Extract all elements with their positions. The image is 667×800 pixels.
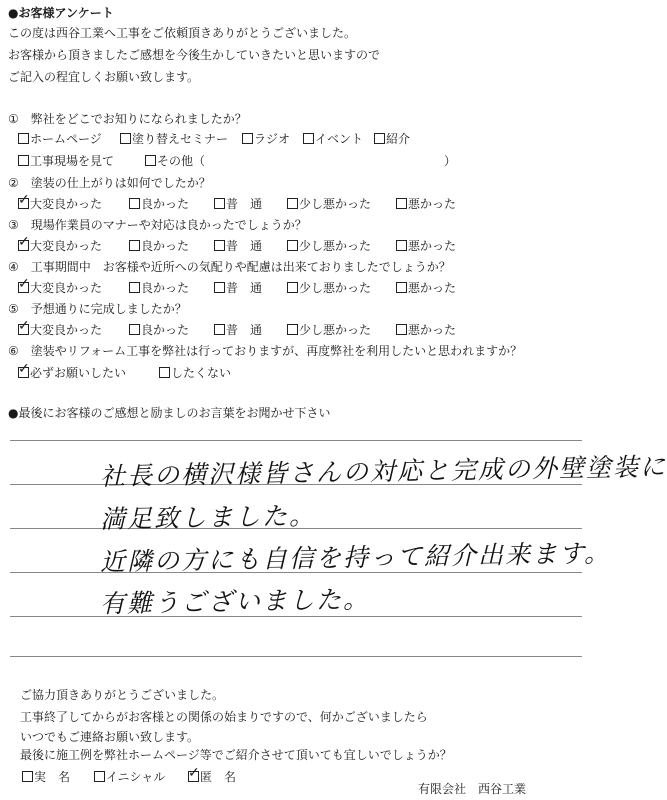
checkbox[interactable] xyxy=(129,198,140,209)
name-option-initials[interactable]: イニシャル xyxy=(94,768,165,785)
checkbox[interactable] xyxy=(94,771,105,782)
checkbox[interactable] xyxy=(145,155,156,166)
q5-option-average[interactable]: 普 通 xyxy=(214,321,262,338)
q4-option-average[interactable]: 普 通 xyxy=(214,279,262,296)
q3-option-good[interactable]: 良かった xyxy=(129,237,189,254)
q1-option-homepage[interactable]: ホームページ xyxy=(18,130,102,147)
q5-option-very-good[interactable]: ✓ 大変良かった xyxy=(18,318,103,337)
check-mark-icon: ✓ xyxy=(18,318,30,334)
q1-option-referral[interactable]: 紹介 xyxy=(374,130,410,147)
checkbox[interactable] xyxy=(214,240,225,251)
check-mark-icon: ✓ xyxy=(18,192,30,208)
q2-option-very-good[interactable]: ✓ 大変良かった xyxy=(18,192,103,211)
q3-option-average[interactable]: 普 通 xyxy=(214,237,262,254)
q6-option-no[interactable]: したくない xyxy=(159,364,231,381)
checkbox[interactable] xyxy=(303,133,314,144)
checkbox[interactable] xyxy=(214,282,225,293)
checkbox-checked[interactable] xyxy=(18,192,30,209)
checkbox[interactable] xyxy=(22,771,33,782)
check-mark-icon: ✓ xyxy=(18,276,30,292)
check-mark-icon: ✓ xyxy=(18,234,30,250)
checkbox[interactable] xyxy=(396,282,407,293)
name-option-real[interactable]: 実 名 xyxy=(22,768,70,785)
checkbox-checked[interactable] xyxy=(18,318,30,335)
checkbox[interactable] xyxy=(396,240,407,251)
question-1: ① 弊社をどこでお知りになられましたか？ xyxy=(8,112,247,126)
q4-option-slightly-bad[interactable]: 少し悪かった xyxy=(287,279,371,296)
question-5: ⑤ 予想通りに完成しましたか？ xyxy=(8,302,187,316)
checkbox[interactable] xyxy=(214,324,225,335)
q3-option-bad[interactable]: 悪かった xyxy=(396,237,456,254)
handwritten-comment-line-3: 近隣の方にも自信を持って紹介出来ます。 xyxy=(99,538,612,577)
q6-option-definitely[interactable]: ✓ 必ずお願いしたい xyxy=(18,361,127,380)
q1-option-seminar[interactable]: 塗り替えセミナー xyxy=(120,130,228,147)
checkbox[interactable] xyxy=(242,133,253,144)
q1-other-close-paren: ） xyxy=(444,154,457,168)
q3-option-slightly-bad[interactable]: 少し悪かった xyxy=(287,237,371,254)
checkbox[interactable] xyxy=(18,155,29,166)
check-mark-icon: ✓ xyxy=(18,361,30,377)
handwritten-comment-line-2: 満足致しました。 xyxy=(99,501,317,534)
q2-option-slightly-bad[interactable]: 少し悪かった xyxy=(287,195,371,212)
question-2: ② 塗装の仕上がりは如何でしたか？ xyxy=(8,176,211,190)
checkbox[interactable] xyxy=(129,324,140,335)
q1-option-radio[interactable]: ラジオ xyxy=(242,130,290,147)
q4-option-good[interactable]: 良かった xyxy=(129,279,189,296)
checkbox[interactable] xyxy=(287,240,298,251)
q5-option-good[interactable]: 良かった xyxy=(129,321,189,338)
checkbox[interactable] xyxy=(18,133,29,144)
checkbox-checked[interactable] xyxy=(188,765,200,782)
intro-line-1: この度は西谷工業へ工事をご依頼頂きありがとうございました。 xyxy=(8,26,357,40)
closing-line-4: 最後に施工例を弊社ホームページ等でご紹介させて頂いても宜しいでしょうか？ xyxy=(20,748,452,762)
q1-option-other[interactable]: その他（ xyxy=(145,152,205,169)
checkbox-checked[interactable] xyxy=(18,234,30,251)
q2-option-good[interactable]: 良かった xyxy=(129,195,189,212)
question-3: ③ 現場作業員のマナーや対応は良かったでしょうか？ xyxy=(8,218,307,232)
closing-line-1: ご協力頂きありがとうございました。 xyxy=(20,688,225,702)
checkbox-checked[interactable] xyxy=(18,276,30,293)
checkbox-checked[interactable] xyxy=(18,361,30,378)
comment-rule-line xyxy=(10,656,582,657)
q5-option-bad[interactable]: 悪かった xyxy=(396,321,456,338)
survey-title: ●お客様アンケート xyxy=(8,6,114,20)
check-mark-icon: ✓ xyxy=(188,765,200,781)
q1-option-event[interactable]: イベント xyxy=(303,130,363,147)
checkbox[interactable] xyxy=(396,324,407,335)
checkbox[interactable] xyxy=(287,324,298,335)
checkbox[interactable] xyxy=(396,198,407,209)
question-6: ⑥ 塗装やリフォーム工事を弊社は行っておりますが、再度弊社を利用したいと思われますか？ xyxy=(8,344,523,358)
name-option-anonymous[interactable]: ✓ 匿 名 xyxy=(188,765,237,784)
question-4: ④ 工事期間中 お客様や近所への気配りや配慮は出来ておりましたでしょうか？ xyxy=(8,260,451,274)
q1-option-site[interactable]: 工事現場を見て xyxy=(18,152,114,169)
checkbox[interactable] xyxy=(374,133,385,144)
checkbox[interactable] xyxy=(214,198,225,209)
checkbox[interactable] xyxy=(120,133,131,144)
q3-option-very-good[interactable]: ✓ 大変良かった xyxy=(18,234,103,253)
q2-option-average[interactable]: 普 通 xyxy=(214,195,262,212)
q2-option-bad[interactable]: 悪かった xyxy=(396,195,456,212)
comment-heading: ●最後にお客様のご感想と励ましのお言葉をお聞かせ下さい xyxy=(8,406,331,420)
intro-line-2: お客様から頂きましたご感想を今後生かしていきたいと思いますので xyxy=(8,48,381,62)
closing-line-2: 工事終了してからがお客様との関係の始まりですので、何かございましたら xyxy=(20,710,428,724)
checkbox[interactable] xyxy=(287,198,298,209)
checkbox[interactable] xyxy=(129,282,140,293)
q4-option-very-good[interactable]: ✓ 大変良かった xyxy=(18,276,103,295)
handwritten-comment-line-4: 有難うございました。 xyxy=(99,584,371,619)
checkbox[interactable] xyxy=(287,282,298,293)
closing-line-3: いつでもご連絡お願い致します。 xyxy=(20,730,200,744)
checkbox[interactable] xyxy=(159,367,170,378)
intro-line-3: ご記入の程宜しくお願い致します。 xyxy=(8,70,200,84)
comment-rule-line xyxy=(10,440,582,441)
company-name: 有限会社 西谷工業 xyxy=(418,782,527,796)
q5-option-slightly-bad[interactable]: 少し悪かった xyxy=(287,321,371,338)
handwritten-comment-line-1: 社長の横沢様皆さんの対応と完成の外壁塗装に xyxy=(99,452,667,491)
checkbox[interactable] xyxy=(129,240,140,251)
q4-option-bad[interactable]: 悪かった xyxy=(396,279,456,296)
